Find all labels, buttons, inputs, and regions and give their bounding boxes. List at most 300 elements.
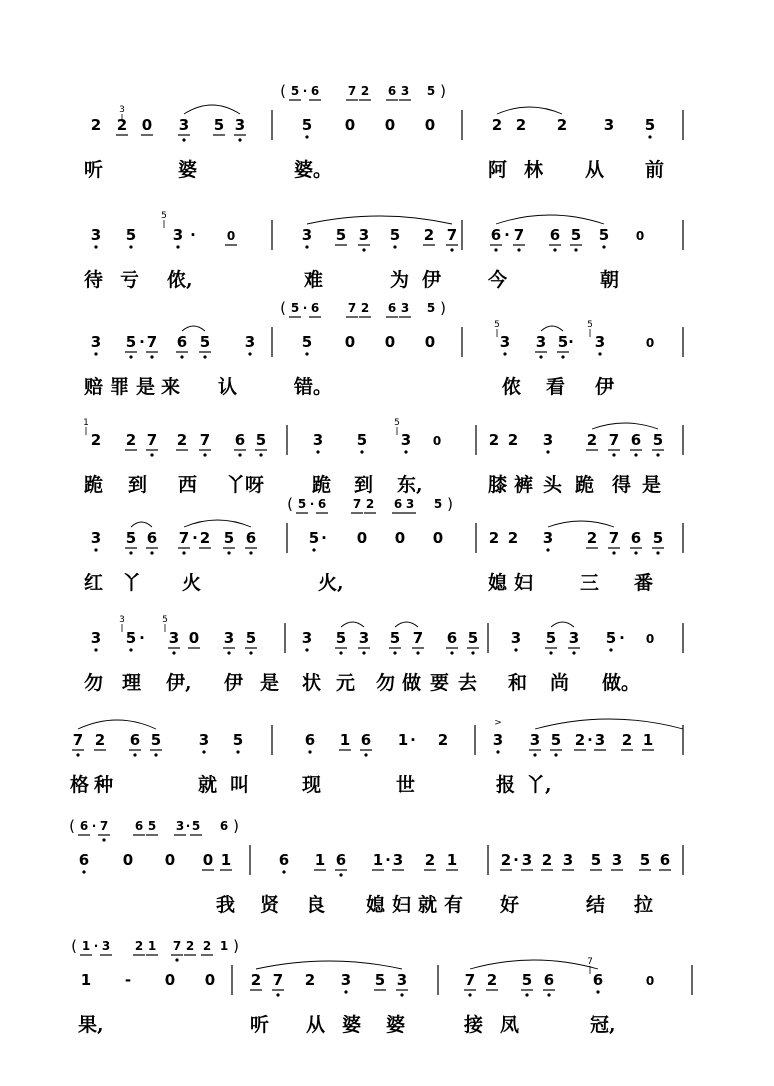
lower-octave-dot [598, 352, 601, 355]
note: 3 [492, 731, 504, 749]
lyric-text: 头 [543, 474, 563, 496]
note: 1 [642, 731, 654, 749]
lower-octave-dot [150, 551, 153, 554]
note: · [139, 629, 145, 647]
note: 7 [72, 731, 84, 749]
lyric-text: 现 [302, 774, 322, 796]
note: 5 [374, 971, 386, 989]
note: 0 [141, 116, 153, 134]
lower-octave-dot [400, 993, 403, 996]
lyric-text: 做。 [602, 672, 641, 694]
lyric-text: 媳 [488, 572, 508, 594]
slur [470, 960, 598, 969]
note: 5 [335, 629, 347, 647]
note: 3 [244, 333, 256, 351]
note: 6 [245, 529, 257, 547]
lower-octave-dot [82, 870, 85, 873]
lyric-text: 是 [642, 474, 662, 496]
note: 5 [550, 731, 562, 749]
open-paren: ( [280, 299, 286, 317]
lyric-text: 从 [306, 1014, 326, 1036]
lower-octave-dot [282, 870, 285, 873]
lower-octave-dot [305, 648, 308, 651]
note: 0 [635, 229, 645, 243]
close-paren: ) [233, 937, 239, 955]
lower-octave-dot [362, 651, 365, 654]
note: 0 [432, 529, 444, 547]
lower-octave-dot [227, 551, 230, 554]
slur [184, 520, 251, 527]
note: 6 [304, 731, 316, 749]
note: 3 [510, 629, 522, 647]
lower-octave-dot [468, 993, 471, 996]
interlude-phrase [280, 82, 446, 100]
note: 5 [301, 333, 313, 351]
lower-octave-dot [634, 453, 637, 456]
note: 0 [344, 116, 356, 134]
lower-octave-dot [525, 993, 528, 996]
lower-octave-dot [344, 990, 347, 993]
lyric-text: 格 [70, 774, 90, 796]
note: 5 [335, 226, 347, 244]
note: 3 [90, 333, 102, 351]
staff-system [84, 495, 683, 594]
grace-note: 7 [587, 957, 593, 967]
slur [182, 326, 205, 331]
note: 6 [129, 731, 141, 749]
lyric-text: 有 [444, 894, 464, 916]
interlude-note: 5 [433, 497, 443, 511]
note: 6 [78, 851, 90, 869]
grace-note: 5 [161, 211, 167, 221]
lyric-text: 和 [508, 672, 528, 694]
lower-octave-dot [549, 651, 552, 654]
note: 0 [202, 851, 214, 869]
note: 2 [488, 431, 500, 449]
note: 3 [234, 116, 246, 134]
note: 3 [603, 116, 615, 134]
lower-octave-dot [129, 355, 132, 358]
slur [535, 719, 683, 729]
lyric-text: 东, [397, 474, 423, 496]
note: 7 [178, 529, 190, 547]
note: 0 [394, 529, 406, 547]
close-paren: ) [447, 495, 453, 513]
note: 3 [312, 431, 324, 449]
note: 5 [590, 851, 602, 869]
lower-octave-dot [494, 248, 497, 251]
note: 2 [90, 116, 102, 134]
lower-octave-dot [496, 750, 499, 753]
lyric-text: 番 [634, 572, 654, 594]
note: 2 [586, 529, 598, 547]
note: 5 [308, 529, 320, 547]
note: 0 [226, 229, 236, 243]
lower-octave-dot [316, 450, 319, 453]
staff-system [71, 937, 692, 1036]
lyric-text: 婆 [178, 159, 198, 181]
slur [307, 216, 452, 224]
grace-note: 5 [162, 615, 168, 625]
grace-note: 1 [83, 418, 89, 428]
note: 7 [513, 226, 525, 244]
lyric-text: 做 [402, 672, 422, 694]
note: 5 [301, 116, 313, 134]
note: 5 [255, 431, 267, 449]
lyric-text: 是 [260, 672, 280, 694]
note: 1 [339, 731, 351, 749]
note: 2 [90, 431, 102, 449]
interlude-note: 3 [101, 939, 111, 953]
note: 5 [356, 431, 368, 449]
lower-octave-dot [129, 648, 132, 651]
lower-octave-dot [150, 355, 153, 358]
staff-system [70, 718, 683, 796]
lower-octave-dot [203, 355, 206, 358]
lyric-text: 伊 [422, 269, 442, 291]
note: 5 [467, 629, 479, 647]
lower-octave-dot [572, 651, 575, 654]
lyric-text: 理 [122, 672, 142, 694]
lyric-text: 伊 [595, 376, 615, 398]
note: 3 [301, 629, 313, 647]
lower-octave-dot [561, 355, 564, 358]
lower-octave-dot [312, 548, 315, 551]
lyric-text: 好 [500, 894, 520, 916]
note: 0 [344, 333, 356, 351]
note: 2 [116, 116, 128, 134]
note: 2 [250, 971, 262, 989]
lower-octave-dot [546, 450, 549, 453]
note: 6 [490, 226, 502, 244]
note: 3 [521, 851, 533, 869]
note: 5 [644, 116, 656, 134]
staff-system [84, 211, 683, 291]
interlude-note: 6 [134, 819, 144, 833]
note: 7 [446, 226, 458, 244]
note: 2 [556, 116, 568, 134]
grace-note: 3 [119, 105, 125, 115]
interlude-note: 7 [172, 939, 182, 953]
note: 0 [645, 336, 655, 350]
note: 1 [372, 851, 384, 869]
note: 3 [568, 629, 580, 647]
lower-octave-dot [648, 135, 651, 138]
note: 6 [176, 333, 188, 351]
lower-octave-dot [249, 651, 252, 654]
lower-octave-dot [94, 548, 97, 551]
lower-octave-dot [612, 453, 615, 456]
interlude-note: · [309, 497, 315, 511]
slur [131, 522, 152, 527]
lyric-text: 婆 [386, 1014, 406, 1036]
lower-octave-dot [339, 873, 342, 876]
note: 6 [630, 431, 642, 449]
interlude-note: 6 [310, 84, 320, 98]
note: 6 [630, 529, 642, 547]
note: 3 [340, 971, 352, 989]
note: 0 [204, 971, 216, 989]
note: · [385, 851, 391, 869]
note: 3 [392, 851, 404, 869]
lyric-text: 认 [218, 376, 238, 398]
note: 2 [541, 851, 553, 869]
lower-octave-dot [546, 548, 549, 551]
lyric-text: 勿 [376, 672, 396, 694]
note: 2 [488, 529, 500, 547]
lyric-text: 去 [458, 672, 478, 694]
staff-system [84, 299, 683, 398]
lower-octave-dot [393, 245, 396, 248]
note: - [124, 971, 132, 989]
lyric-text: 伊, [166, 672, 192, 694]
grace-note: > [494, 718, 502, 728]
slur [395, 622, 418, 627]
note: 2 [437, 731, 449, 749]
open-paren: ( [287, 495, 293, 513]
interlude-note: 5 [297, 497, 307, 511]
lower-octave-dot [609, 648, 612, 651]
lyric-text: 世 [396, 774, 416, 796]
note: · [504, 226, 510, 244]
note: 0 [645, 632, 655, 646]
lyric-text: 火, [318, 572, 344, 594]
interlude-note: 5 [426, 84, 436, 98]
lyric-text: 拉 [634, 894, 654, 916]
note: 6 [592, 971, 604, 989]
note: 5 [598, 226, 610, 244]
note: 6 [146, 529, 158, 547]
lyric-text: 火 [182, 572, 202, 594]
lower-octave-dot [176, 245, 179, 248]
grace-note: 5 [587, 320, 593, 330]
note: 5 [652, 529, 664, 547]
lower-octave-dot [202, 750, 205, 753]
interlude-note: · [302, 301, 308, 315]
interlude-note: 3 [400, 301, 410, 315]
close-paren: ) [440, 299, 446, 317]
lower-octave-dot [238, 138, 241, 141]
note: 7 [608, 529, 620, 547]
note: 0 [188, 629, 200, 647]
open-paren: ( [280, 82, 286, 100]
lower-octave-dot [227, 651, 230, 654]
lower-octave-dot [94, 352, 97, 355]
note: 5 [125, 529, 137, 547]
slur [496, 215, 604, 224]
interlude-phrase [69, 817, 239, 842]
lyric-text: 听 [84, 159, 104, 181]
note: 5 [652, 431, 664, 449]
slur [78, 720, 156, 729]
lower-octave-dot [236, 750, 239, 753]
note: 5 [389, 629, 401, 647]
interlude-note: · [302, 84, 308, 98]
lower-octave-dot [154, 753, 157, 756]
lyric-text: 难 [304, 269, 324, 291]
note: 5 [605, 629, 617, 647]
lyric-text: 勿 [84, 672, 104, 694]
lyric-text: 就 [418, 894, 438, 916]
interlude-note: 5 [290, 84, 300, 98]
lower-octave-dot [94, 648, 97, 651]
lyric-text: 贤 [260, 894, 280, 916]
lyric-text: 妇 [392, 894, 412, 916]
lyric-text: 罪 [110, 376, 130, 398]
interlude-note: 6 [387, 84, 397, 98]
grace-note: 5 [394, 418, 400, 428]
lyric-text: 丫呀 [226, 474, 265, 496]
note: 3 [90, 629, 102, 647]
lower-octave-dot [574, 248, 577, 251]
lower-octave-dot [553, 248, 556, 251]
note: 5 [545, 629, 557, 647]
note: 0 [356, 529, 368, 547]
note: 2 [507, 431, 519, 449]
note: 3 [301, 226, 313, 244]
note: 1 [397, 731, 409, 749]
note: 3 [168, 629, 180, 647]
note: 2 [176, 431, 188, 449]
lower-octave-dot [129, 551, 132, 554]
lyric-text: 冠, [590, 1014, 616, 1036]
note: 0 [384, 333, 396, 351]
lower-octave-dot [129, 245, 132, 248]
lower-octave-dot [305, 245, 308, 248]
interlude-note: 7 [99, 819, 109, 833]
open-paren: ( [71, 937, 77, 955]
interlude-phrase [287, 495, 453, 513]
lyric-text: 是 [136, 376, 156, 398]
lyric-text: 今 [488, 269, 508, 291]
interlude-note: 2 [360, 301, 370, 315]
lower-octave-dot [656, 453, 659, 456]
note: 3 [172, 226, 184, 244]
close-paren: ) [233, 817, 239, 835]
note: 2 [304, 971, 316, 989]
note: 2 [423, 226, 435, 244]
note: 7 [412, 629, 424, 647]
interlude-note: 5 [191, 819, 201, 833]
slur [548, 521, 614, 527]
lyric-text: 膝 [488, 474, 508, 496]
interlude-note: · [93, 939, 99, 953]
lower-octave-dot [172, 651, 175, 654]
lyric-text: 良 [306, 894, 326, 916]
slur [551, 622, 574, 627]
note: 1 [314, 851, 326, 869]
lower-octave-dot [339, 651, 342, 654]
lyric-text: 伊 [224, 672, 244, 694]
lyric-text: 听 [250, 1014, 270, 1036]
lyric-text: 红 [84, 572, 104, 594]
interlude-note: 2 [365, 497, 375, 511]
slur [541, 326, 563, 331]
note: 2 [586, 431, 598, 449]
interlude-note: 1 [219, 939, 229, 953]
lower-octave-dot [404, 450, 407, 453]
lower-octave-dot [175, 958, 178, 961]
interlude-note: 6 [317, 497, 327, 511]
lyric-text: 朝 [600, 269, 620, 291]
lower-octave-dot [94, 245, 97, 248]
note: · [513, 851, 519, 869]
note: 2 [515, 116, 527, 134]
lower-octave-dot [360, 450, 363, 453]
note: 2 [424, 851, 436, 869]
note: 7 [146, 431, 158, 449]
lyric-text: 西 [178, 474, 198, 496]
note: 0 [384, 116, 396, 134]
lower-octave-dot [471, 651, 474, 654]
note: 3 [542, 431, 554, 449]
note: 3 [562, 851, 574, 869]
slur [184, 105, 240, 114]
lower-octave-dot [305, 352, 308, 355]
lyric-text: 种 [94, 774, 114, 796]
note: 5 [570, 226, 582, 244]
lyric-text: 来 [161, 376, 181, 398]
interlude-note: · [91, 819, 97, 833]
lyric-text: 从 [585, 159, 605, 181]
note: 3 [542, 529, 554, 547]
lower-octave-dot [533, 753, 536, 756]
staff-system [83, 418, 683, 496]
staff-system [69, 817, 683, 916]
interlude-note: 3 [400, 84, 410, 98]
note: · [139, 333, 145, 351]
note: 5 [125, 629, 137, 647]
note: 6 [335, 851, 347, 869]
lower-octave-dot [539, 355, 542, 358]
lower-octave-dot [182, 138, 185, 141]
interlude-note: · [185, 819, 191, 833]
note: 0 [164, 971, 176, 989]
lower-octave-dot [547, 993, 550, 996]
note: 3 [396, 971, 408, 989]
lower-octave-dot [102, 838, 105, 841]
lyric-text: 报 [496, 774, 516, 796]
interlude-note: 6 [219, 819, 229, 833]
lyric-text: 亏 [120, 269, 140, 291]
lower-octave-dot [182, 551, 185, 554]
interlude-note: 3 [405, 497, 415, 511]
interlude-note: 6 [310, 301, 320, 315]
note: 6 [360, 731, 372, 749]
note: · [192, 529, 198, 547]
lower-octave-dot [76, 753, 79, 756]
lyric-text: 丫, [526, 774, 552, 796]
note: 5 [125, 226, 137, 244]
note: 0 [645, 974, 655, 988]
lower-octave-dot [450, 651, 453, 654]
slur [341, 622, 364, 627]
lower-octave-dot [150, 453, 153, 456]
note: 3 [90, 529, 102, 547]
note: 2 [199, 529, 211, 547]
note: 1 [220, 851, 232, 869]
lyric-text: 叫 [230, 774, 250, 796]
interlude-note: 5 [147, 819, 157, 833]
note: 3 [535, 333, 547, 351]
lyric-text: 到 [354, 474, 374, 496]
lower-octave-dot [362, 248, 365, 251]
interlude-note: 2 [134, 939, 144, 953]
slur [592, 423, 658, 429]
lower-octave-dot [602, 245, 605, 248]
lower-octave-dot [503, 352, 506, 355]
note: 5 [232, 731, 244, 749]
